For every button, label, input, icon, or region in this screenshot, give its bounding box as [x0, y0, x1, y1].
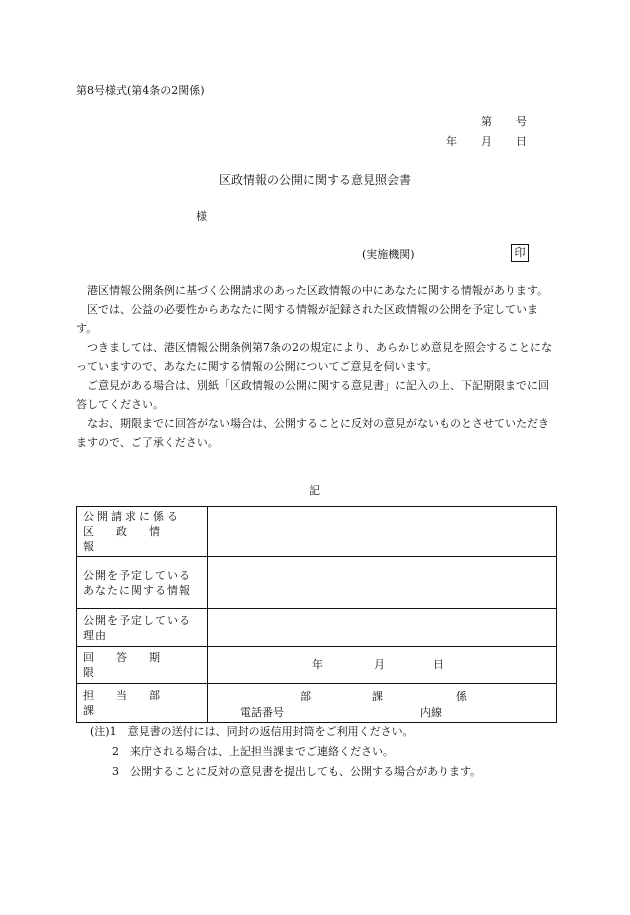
- row1-label-a: 公開請求に係る: [83, 510, 181, 523]
- deadline-year: 年: [312, 658, 323, 671]
- info-table: [76, 506, 557, 723]
- table-row: [77, 507, 557, 557]
- document-title: 区政情報の公開に関する意見照会書: [219, 173, 412, 187]
- addressee-suffix: 様: [196, 210, 207, 223]
- ki-heading: 記: [309, 484, 320, 497]
- date-day: 日: [516, 135, 527, 148]
- note-1: (注)1 意見書の送付には、同封の返信用封筒をご利用ください。: [90, 725, 414, 738]
- body-text: [76, 281, 556, 452]
- note-2: 2 来庁される場合は、上記担当課までご連絡ください。: [112, 745, 394, 758]
- naisen-label: 内線: [420, 706, 442, 719]
- date-year: 年: [446, 135, 457, 148]
- table-row: [77, 609, 557, 647]
- row-value-deadline: [208, 647, 557, 684]
- row-label-request-info: [77, 507, 208, 557]
- notes: [90, 722, 481, 782]
- paragraph-3: つきましては、港区情報公開条例第7条の2の規定により、あらかじめ意見を照会することになっていますので、あなたに関する情報の公開についてご意見を伺います。: [76, 341, 552, 373]
- dept-kakari: 係: [456, 690, 467, 703]
- paragraph-4: ご意見がある場合は、別紙「区政情報の公開に関する意見書」に記入の上、下記期限までに回答してください。: [76, 379, 549, 411]
- deadline-day: 日: [433, 658, 444, 671]
- row2-label: 公開を予定しているあなたに関する情報: [77, 557, 208, 609]
- row-value-department: [208, 684, 557, 723]
- doc-number-go: 号: [516, 115, 527, 128]
- row-value-reason: [208, 609, 557, 647]
- row5-label: 担当部課: [77, 684, 208, 723]
- table-row: [77, 647, 557, 684]
- row-value-planned-info: [208, 557, 557, 609]
- note-3: 3 公開することに反対の意見書を提出しても、公開する場合があります。: [112, 765, 482, 778]
- issuer-label: (実施機関): [362, 248, 415, 261]
- table-row: [77, 557, 557, 609]
- row-value-request-info: [208, 507, 557, 557]
- paragraph-5: なお、期限までに回答がない場合は、公開することに反対の意見がないものとさせていただきますので、ご了承ください。: [76, 417, 549, 449]
- deadline-month: 月: [374, 658, 385, 671]
- paragraph-1: 港区情報公開条例に基づく公開請求のあった区政情報の中にあなたに関する情報があります。: [87, 284, 549, 297]
- row4-label: 回答期限: [77, 647, 208, 684]
- table-row: [77, 684, 557, 723]
- row1-label-b: 区政情報: [83, 525, 182, 553]
- dept-bu: 部: [300, 690, 311, 703]
- paragraph-2: 区では、公益の必要性からあなたに関する情報が記録された区政情報の公開を予定しています。: [76, 303, 538, 335]
- form-number: 第8号様式(第4条の2関係): [76, 84, 205, 97]
- row3-label: 公開を予定している理由: [77, 609, 208, 647]
- tel-label: 電話番号: [240, 706, 284, 719]
- dept-ka: 課: [372, 690, 383, 703]
- date-month: 月: [481, 135, 492, 148]
- seal-mark: 印: [511, 244, 529, 262]
- doc-number-dai: 第: [481, 115, 492, 128]
